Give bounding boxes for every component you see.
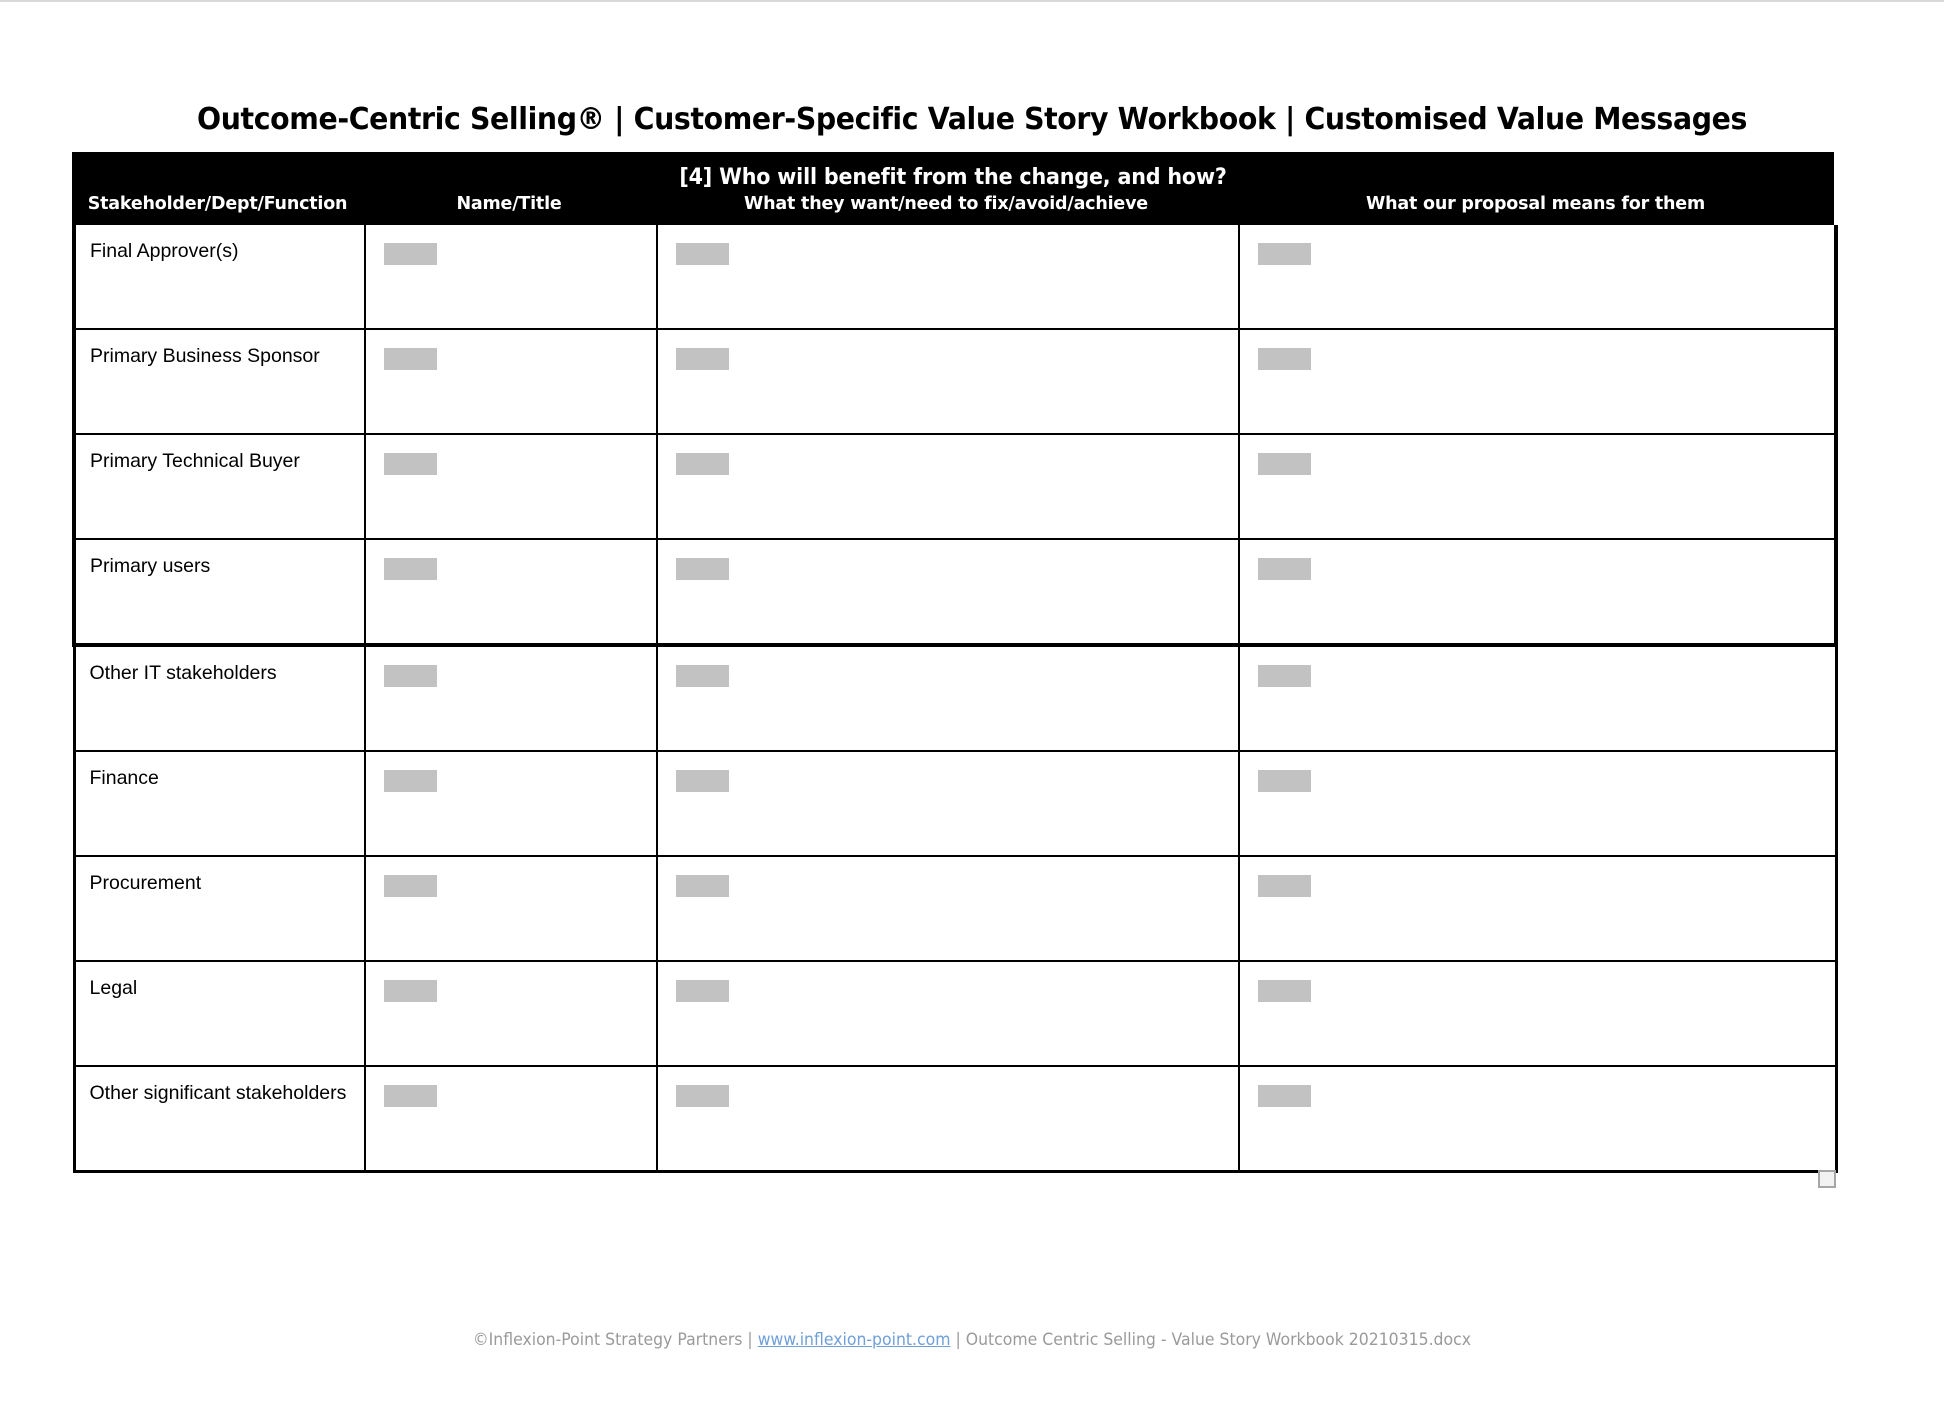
row-label: Other IT stakeholders bbox=[89, 662, 277, 684]
placeholder-field[interactable] bbox=[676, 875, 729, 897]
cell-stakeholder[interactable] bbox=[74, 856, 365, 961]
placeholder-field[interactable] bbox=[384, 770, 437, 792]
placeholder-field[interactable] bbox=[1258, 1085, 1311, 1107]
cell-stakeholder[interactable] bbox=[74, 539, 365, 645]
cell-name-title[interactable] bbox=[365, 1066, 657, 1172]
placeholder-field[interactable] bbox=[676, 348, 729, 370]
table-row[interactable] bbox=[74, 961, 1836, 1066]
placeholder-field[interactable] bbox=[1258, 453, 1311, 475]
cell-proposal[interactable] bbox=[1239, 434, 1836, 539]
placeholder-field[interactable] bbox=[676, 665, 729, 687]
cell-wants[interactable] bbox=[657, 645, 1239, 751]
placeholder-field[interactable] bbox=[384, 453, 437, 475]
stakeholder-grid bbox=[72, 225, 1838, 1173]
table-row[interactable] bbox=[74, 1066, 1836, 1172]
cell-wants[interactable] bbox=[657, 856, 1239, 961]
placeholder-field[interactable] bbox=[384, 665, 437, 687]
footer-suffix: | Outcome Centric Selling - Value Story Workbook 20210315.docx bbox=[950, 1330, 1472, 1349]
cell-name-title[interactable] bbox=[365, 751, 657, 856]
placeholder-field[interactable] bbox=[384, 980, 437, 1002]
cell-name-title[interactable] bbox=[365, 539, 657, 645]
placeholder-field[interactable] bbox=[676, 980, 729, 1002]
row-label: Final Approver(s) bbox=[90, 240, 239, 262]
cell-stakeholder[interactable] bbox=[74, 225, 365, 329]
placeholder-field[interactable] bbox=[676, 243, 729, 265]
cell-wants[interactable] bbox=[657, 539, 1239, 645]
column-header-wants: What they want/need to fix/avoid/achieve bbox=[744, 194, 1148, 214]
row-label: Other significant stakeholders bbox=[89, 1082, 347, 1104]
row-label: Primary Business Sponsor bbox=[90, 345, 320, 367]
cell-name-title[interactable] bbox=[365, 329, 657, 434]
cell-proposal[interactable] bbox=[1239, 329, 1836, 434]
table-resize-handle[interactable] bbox=[1818, 1170, 1836, 1188]
cell-name-title[interactable] bbox=[365, 645, 657, 751]
cell-name-title[interactable] bbox=[365, 961, 657, 1066]
placeholder-field[interactable] bbox=[384, 243, 437, 265]
cell-wants[interactable] bbox=[657, 1066, 1239, 1172]
table-row[interactable] bbox=[74, 329, 1836, 434]
table-body bbox=[74, 225, 1836, 1172]
placeholder-field[interactable] bbox=[676, 770, 729, 792]
cell-name-title[interactable] bbox=[365, 856, 657, 961]
table-header-banner bbox=[72, 152, 1834, 221]
cell-stakeholder[interactable] bbox=[74, 434, 365, 539]
table-row[interactable] bbox=[74, 539, 1836, 645]
table-row[interactable] bbox=[74, 856, 1836, 961]
cell-stakeholder[interactable] bbox=[74, 329, 365, 434]
row-label: Primary Technical Buyer bbox=[90, 450, 300, 472]
placeholder-field[interactable] bbox=[676, 453, 729, 475]
cell-proposal[interactable] bbox=[1239, 225, 1836, 329]
cell-stakeholder[interactable] bbox=[74, 961, 365, 1066]
cell-stakeholder[interactable] bbox=[74, 1066, 365, 1172]
cell-wants[interactable] bbox=[657, 329, 1239, 434]
placeholder-field[interactable] bbox=[384, 348, 437, 370]
row-label: Finance bbox=[89, 767, 159, 789]
table-row[interactable] bbox=[74, 434, 1836, 539]
placeholder-field[interactable] bbox=[384, 875, 437, 897]
stakeholder-table bbox=[72, 152, 1834, 1173]
row-label: Primary users bbox=[90, 555, 211, 577]
row-label: Legal bbox=[89, 977, 138, 999]
placeholder-field[interactable] bbox=[384, 1085, 437, 1107]
placeholder-field[interactable] bbox=[1258, 558, 1311, 580]
cell-proposal[interactable] bbox=[1239, 961, 1836, 1066]
column-header-stakeholder: Stakeholder/Dept/Function bbox=[87, 194, 348, 214]
cell-proposal[interactable] bbox=[1239, 751, 1836, 856]
cell-name-title[interactable] bbox=[365, 225, 657, 329]
cell-stakeholder[interactable] bbox=[74, 751, 365, 856]
column-header-proposal: What our proposal means for them bbox=[1365, 194, 1706, 214]
table-row[interactable] bbox=[74, 645, 1836, 751]
cell-proposal[interactable] bbox=[1239, 539, 1836, 645]
placeholder-field[interactable] bbox=[1258, 665, 1311, 687]
page-top-rule bbox=[0, 0, 1944, 2]
column-header-name-title: Name/Title bbox=[456, 194, 562, 214]
page-title: Outcome-Centric Selling® | Customer-Specific Value Story Workbook | Customised Value Messages bbox=[196, 102, 1748, 137]
placeholder-field[interactable] bbox=[676, 1085, 729, 1107]
cell-proposal[interactable] bbox=[1239, 856, 1836, 961]
table-row[interactable] bbox=[74, 751, 1836, 856]
placeholder-field[interactable] bbox=[384, 558, 437, 580]
placeholder-field[interactable] bbox=[1258, 980, 1311, 1002]
row-label: Procurement bbox=[89, 872, 202, 894]
column-header-row bbox=[72, 194, 1834, 221]
cell-wants[interactable] bbox=[657, 961, 1239, 1066]
cell-stakeholder[interactable] bbox=[74, 645, 365, 751]
footer-prefix: ©Inflexion-Point Strategy Partners | bbox=[472, 1330, 758, 1349]
placeholder-field[interactable] bbox=[1258, 875, 1311, 897]
placeholder-field[interactable] bbox=[1258, 770, 1311, 792]
placeholder-field[interactable] bbox=[1258, 243, 1311, 265]
footer-link[interactable]: www.inflexion-point.com bbox=[757, 1330, 951, 1349]
placeholder-field[interactable] bbox=[676, 558, 729, 580]
placeholder-field[interactable] bbox=[1258, 348, 1311, 370]
cell-wants[interactable] bbox=[657, 434, 1239, 539]
cell-proposal[interactable] bbox=[1239, 645, 1836, 751]
cell-wants[interactable] bbox=[657, 751, 1239, 856]
table-row[interactable] bbox=[74, 225, 1836, 329]
cell-name-title[interactable] bbox=[365, 434, 657, 539]
banner-question: [4] Who will benefit from the change, and how? bbox=[679, 165, 1227, 190]
cell-proposal[interactable] bbox=[1239, 1066, 1836, 1172]
cell-wants[interactable] bbox=[657, 225, 1239, 329]
page-footer bbox=[49, 1330, 1896, 1349]
